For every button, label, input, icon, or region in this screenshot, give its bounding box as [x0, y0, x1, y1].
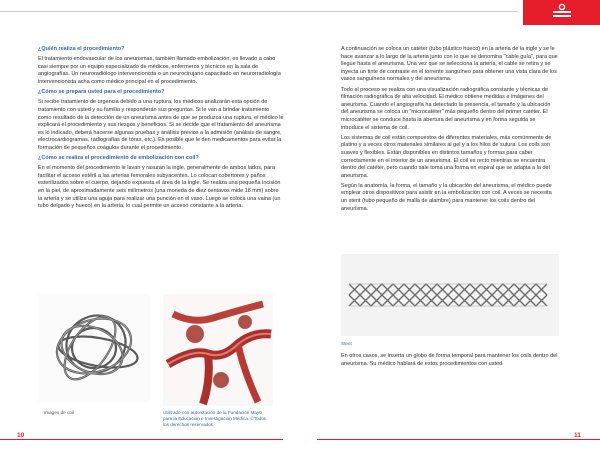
heading-prepara: ¿Cómo se prepara usted para el procedimiento? [38, 89, 165, 96]
page-number-right: 11 [574, 432, 581, 439]
heading-como-realiza: ¿Cómo se realiza el procedimiento de embolización con coil? [38, 155, 199, 162]
aneurysm-vessel-image [163, 294, 273, 406]
aneurysm-illustration [163, 294, 273, 406]
paragraph-sistemas-coil: Los sistemas de coil están compuestos de diferentes materiales, más comúnmente de platino y a veces otros materiales similares al gel y a los hilos de sutura. Los coils son suaves y flexibles. Están disponibles en distintos tamaños y formas para caber correctamente en el interior de un aneurisma. El coil es recto mientras se encuentra dentro del catéter, pero cuando sale toma una forma en espiral que se adapta a la del aneurisma. [341, 134, 552, 179]
paragraph-anatomia: Según la anatomía, la forma, el tamaño y la ubicación del aneurisma, el médico puede emplear otros dispositivos para asistir en la embolización con coil. A veces se necesita un stent (tubo pequeño de malla de alambre) para mantener los coils dentro del aneurisma. [341, 182, 552, 212]
coil-image [38, 294, 150, 402]
heading-quien: ¿Quién realiza el procedimiento? [38, 46, 125, 52]
left-column [38, 46, 284, 213]
paragraph-visualizacion: Todo el proceso se realiza con una visualización radiográfica constante y técnicas de filmación radiográfica de alta velocidad. El médico obtiene medidas e imágenes del aneurisma. Cuando el angiografía ha detectado la presencia, el tamaño y la ubicación del aneurisma se coloca un "microcatéter" más pequeño dentro del primer catéter. El microcatéter se conduce hasta la abertura del aneurisma y en forma seguida se introduce el sistema de coil. [341, 86, 551, 131]
footer-line-right [317, 439, 600, 440]
coil-illustration [38, 294, 150, 402]
vessel-caption: Utilizado con autorización de la Fundación Mayo para la Educación e Investigación Médica. ©Todos los derechos reservados. [163, 410, 266, 427]
paragraph-como-realiza: En el momento del procedimiento le lavan y rasuran la ingle, generalmente de ambos lados, para facilitar el acceso estéril a las arterias femorales subyacentes. Lo colocan cobertores y paños esterilizados sobre el cuerpo, dejando expuesta el área de la ingle. Se realiza una pequeña incisión en la piel, de aproximadamente seis milímetros (una moneda de diez centavos mide 18 mm) sobre la arteria y se utiliza una aguja para realizar una punción en el vaso. Luego se coloca una vaina (un tubo delgado y hueco) en la arteria, lo cual permite un acceso constante a la arteria. [38, 165, 281, 210]
stent-illustration [341, 254, 559, 336]
logo-badge [523, 0, 600, 25]
paragraph-cateter: A continuación se coloca un catéter (tubo plástico hueco) en la arteria de la ingle y se le hace avanzar a lo largo de la arteria junto con lo que se denomina "cable guía", para que llegue hasta el aneurisma. Una vez que se selecciona la arteria, el cable se retira y se inyecta un tinte de contraste en el torrente sanguíneo para obtener una vista clara de los vasos sanguíneos normales y del aneurisma. [341, 46, 558, 83]
coil-caption: Imagen de coil [44, 410, 74, 415]
right-column-bottom [341, 353, 559, 371]
right-column [341, 46, 559, 216]
paragraph-globo: En otros casos, se inserta un globo de forma temporal para mantener los coils dentro del aneurisma. Su médico hablará de estos procedimientos con usted. [341, 353, 558, 367]
balance-logo-icon [551, 3, 573, 21]
paragraph-quien: El tratamiento endovascular de los aneurismas, también llamado embolización, es llevado a cabo casi siempre por un equipo especializado de médicos, enfermeros y técnicos en la sala de angiografías. Un neuroradiólogo intervencionista o un neurocirujano capacitado en neurorradiología intervencionista acha como médico principal en el procedimiento. [38, 56, 281, 85]
top-divider [0, 11, 518, 12]
footer-line-left [0, 439, 283, 440]
page-number-left: 10 [17, 432, 25, 439]
paragraph-prepara: Si recibe tratamiento de urgencia debido a una ruptura, los médicos analizarán esta opción de tratamiento con usted y su familia y responderán sus preguntas. Si le van a brindar tratamiento como resultado de la detección de un aneurisma antes de que se produzca una ruptura, el médico le explicará el procedimiento y sus riesgos y beneficios. Si se decide que el tratamiento del aneurisma es lo indicado, deberá hacerse algunas pruebas y análisis previos a la admisión (análisis de sangre, electrocardiogramas, radiografías de tórax, etc.). Es posible que le den medicamentos para evitar la formación de pequeños coágulos durante el procedimiento. [38, 99, 284, 151]
stent-caption: Stent [341, 341, 352, 346]
stent-image [341, 254, 559, 336]
top-bar [0, 0, 600, 25]
